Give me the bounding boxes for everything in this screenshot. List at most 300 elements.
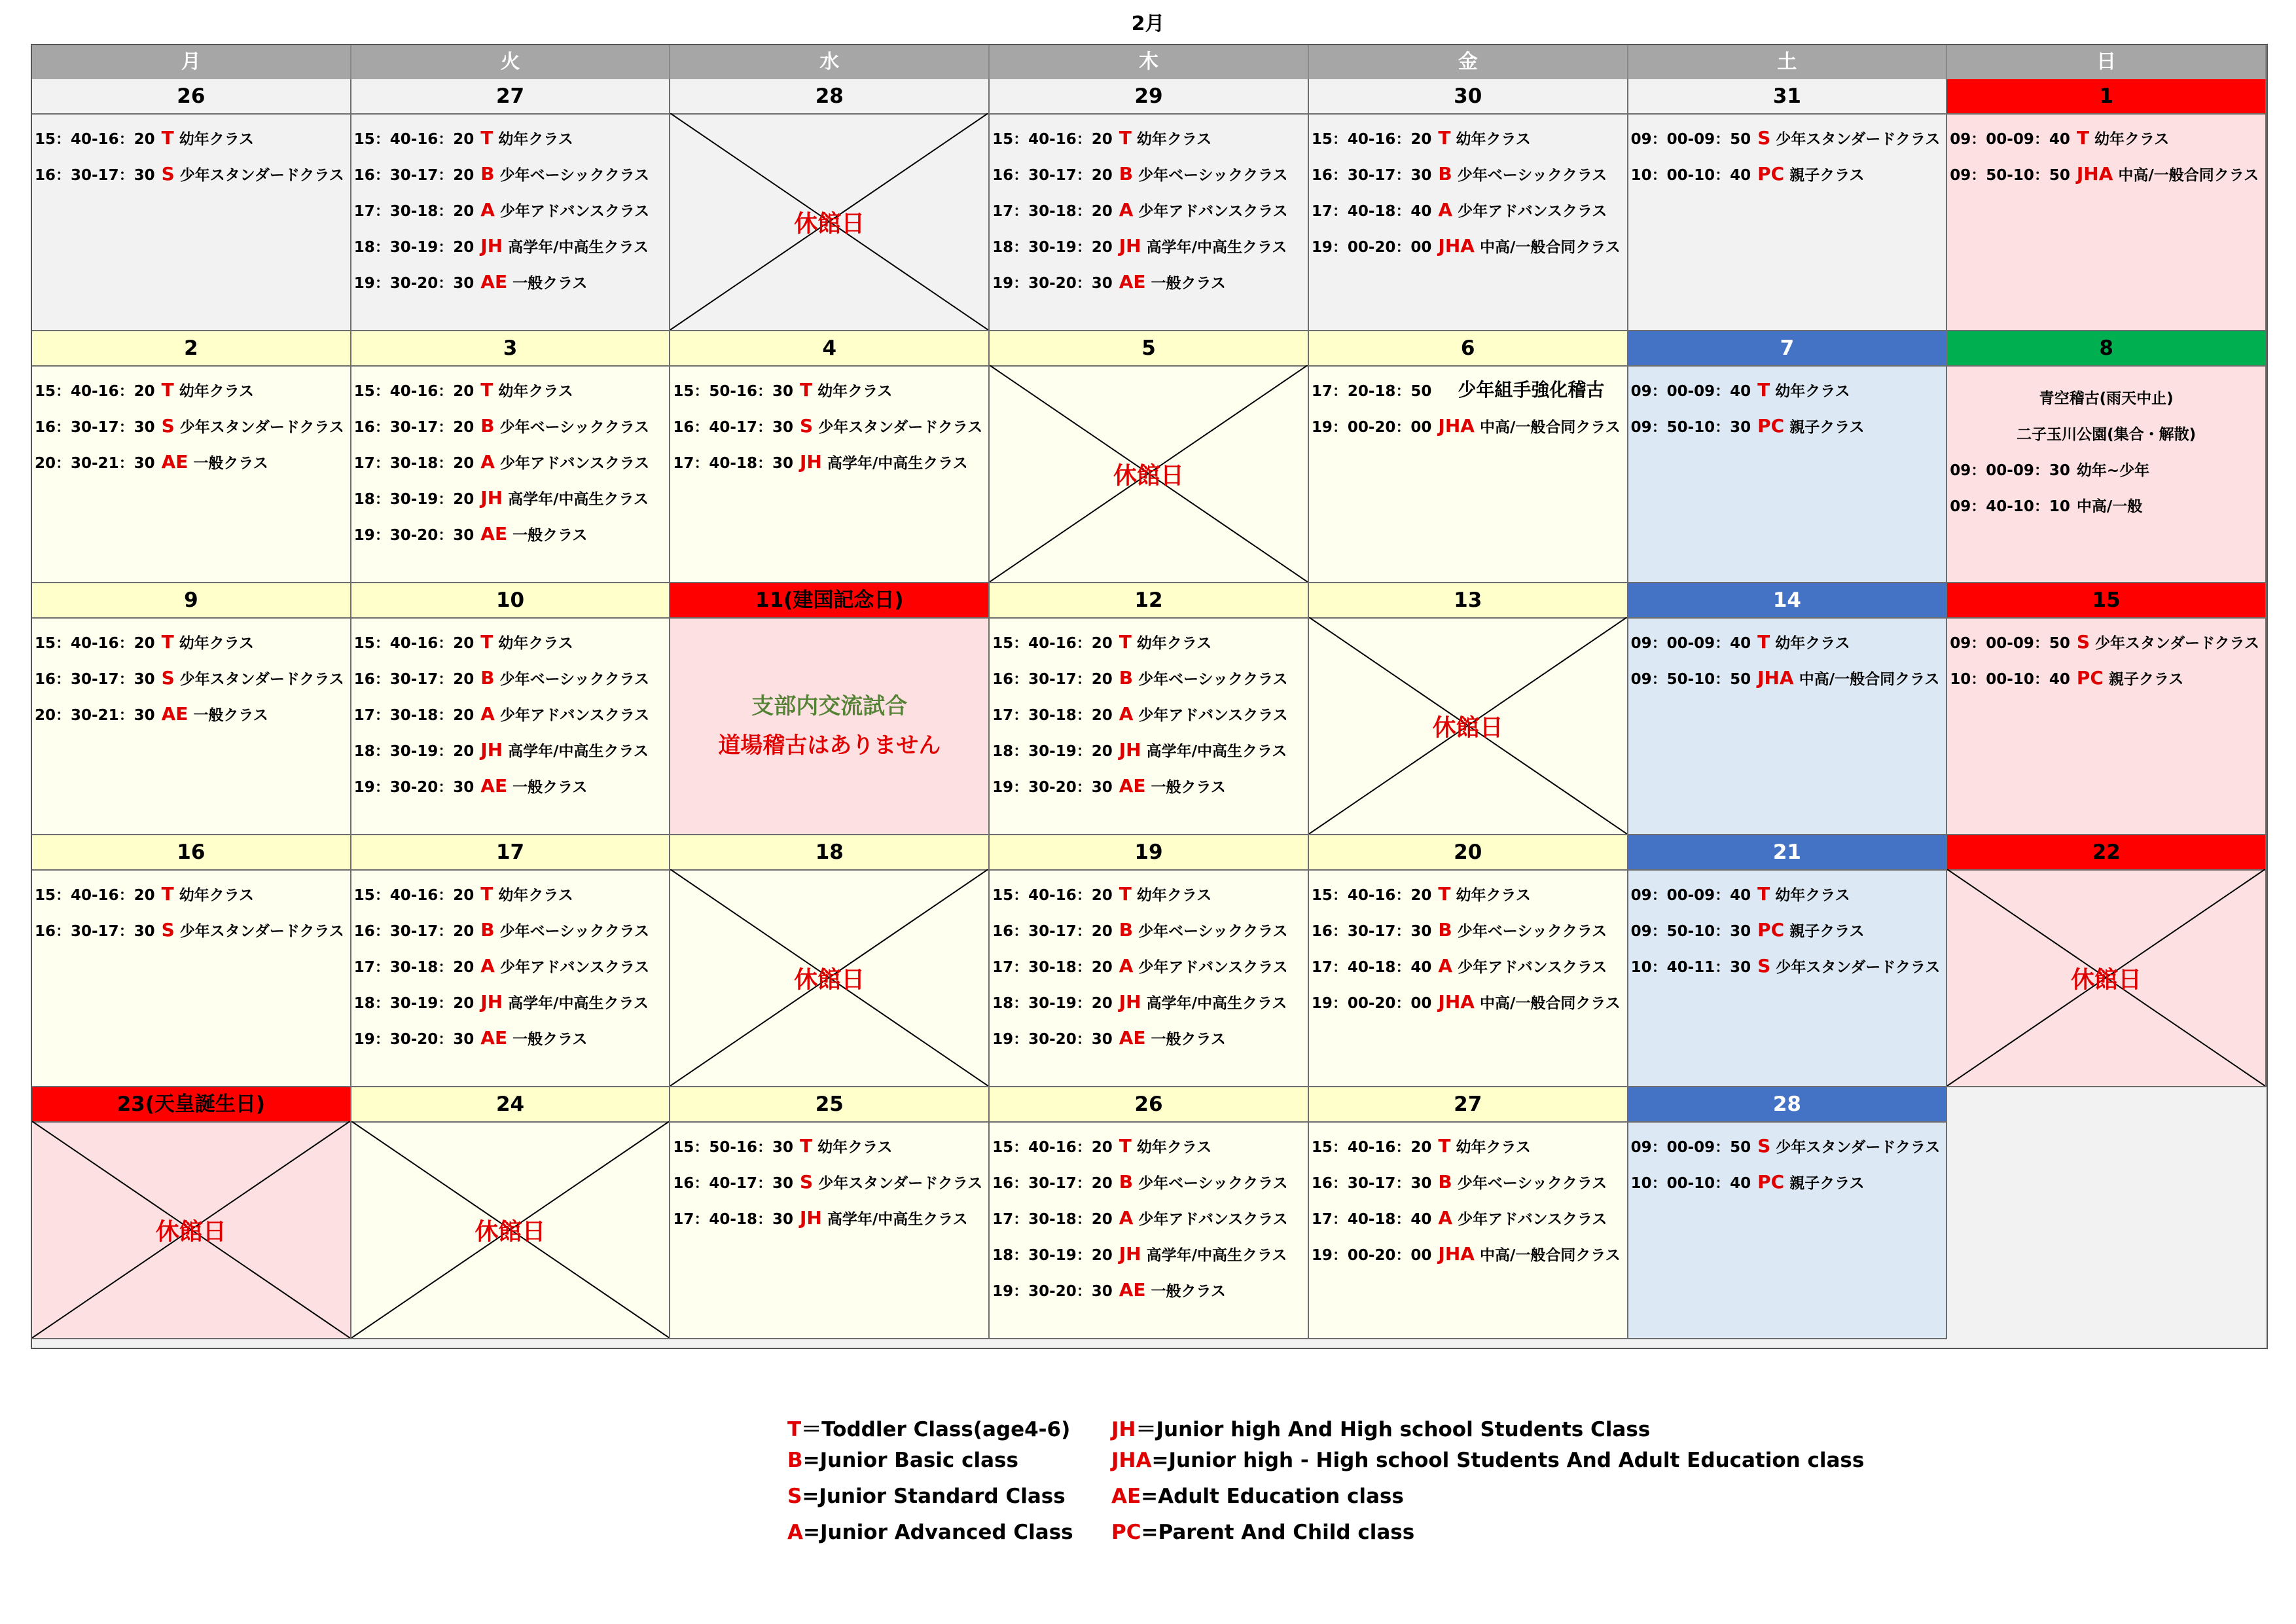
class-name: 少年スタンダードクラス (179, 671, 344, 688)
schedule-entry (1312, 912, 1627, 948)
closed-label: 休館日 (794, 210, 865, 237)
schedule-list (1628, 115, 1946, 192)
class-code: B (480, 415, 495, 437)
schedule-list (32, 619, 350, 732)
class-name: 高学年/中高生クラス (827, 455, 968, 472)
class-name: 少年スタンダードクラス (1776, 1139, 1941, 1156)
class-time: 16：30-17：30 (35, 923, 155, 940)
class-code: B (480, 667, 495, 689)
schedule-list (670, 1123, 988, 1236)
day-cell (1947, 79, 2267, 331)
class-name: 少年アドバンスクラス (1458, 203, 1607, 220)
schedule-list (32, 871, 350, 948)
class-code: AE (161, 703, 188, 725)
class-code: S (800, 415, 814, 437)
schedule-entry (992, 660, 1308, 696)
event-header (1947, 367, 2265, 453)
class-time: 18：30-19：20 (992, 239, 1113, 256)
weekday-header: 日 (1947, 45, 2267, 79)
schedule-entry (1631, 408, 1946, 444)
day-number: 28 (670, 79, 988, 115)
class-code: T (1438, 883, 1451, 905)
day-cell (990, 835, 1309, 1087)
schedule-entry (354, 912, 670, 948)
class-code: T (161, 631, 174, 653)
day-number: 8 (1947, 331, 2265, 367)
class-code: B (1438, 163, 1452, 185)
day-number: 13 (1309, 583, 1627, 619)
class-code: T (800, 1135, 813, 1157)
class-time: 17：40-18：40 (1311, 203, 1432, 220)
schedule-entry (354, 732, 670, 768)
class-name: 中高/一般合同クラス (1479, 419, 1621, 436)
class-name: 少年ベーシッククラス (1138, 1175, 1288, 1192)
day-cell (1947, 583, 2267, 835)
class-time: 18：30-19：20 (353, 743, 475, 760)
schedule-entry (1312, 192, 1627, 228)
class-name: 幼年クラス (498, 635, 573, 652)
schedule-entry (673, 1128, 988, 1164)
class-time: 19：30-20：30 (353, 779, 475, 796)
class-name: 高学年/中高生クラス (508, 743, 649, 760)
day-number: 27 (351, 79, 670, 115)
schedule-list (32, 367, 350, 480)
schedule-list (1309, 115, 1627, 264)
legend-code: JH (1111, 1418, 1136, 1441)
class-time: 19：30-20：30 (992, 275, 1113, 292)
schedule-entry (1312, 228, 1627, 264)
class-name: 少年ベーシッククラス (1457, 167, 1607, 184)
day-cell (1309, 1087, 1628, 1339)
class-code: S (161, 415, 175, 437)
class-time: 16：30-17：20 (992, 671, 1113, 688)
class-name: 高学年/中高生クラス (827, 1211, 968, 1228)
schedule-entry (1631, 156, 1946, 192)
schedule-list (990, 619, 1308, 804)
schedule-entry (673, 372, 988, 408)
schedule-entry (354, 660, 670, 696)
legend-code: S (787, 1485, 802, 1508)
weekday-header: 火 (351, 45, 671, 79)
class-name: 幼年クラス (1456, 1139, 1531, 1156)
class-code: T (1757, 631, 1770, 653)
class-name: 幼年クラス (1775, 383, 1850, 400)
schedule-entry (992, 1020, 1308, 1056)
class-time: 09：00-09：50 (1630, 131, 1751, 148)
weekday-header: 水 (670, 45, 990, 79)
class-time: 18：30-19：20 (353, 239, 475, 256)
class-name: 少年スタンダードクラス (179, 923, 344, 940)
class-time: 15：40-16：20 (353, 887, 475, 904)
schedule-entry (992, 768, 1308, 804)
day-cell (1628, 79, 1948, 331)
legend-item (1111, 1521, 1414, 1544)
schedule-list (1309, 367, 1627, 444)
class-code: JH (800, 1207, 822, 1229)
class-name: 一般クラス (1151, 1283, 1226, 1300)
class-code: AE (161, 451, 188, 473)
day-number: 21 (1628, 835, 1946, 871)
class-code: JHA (1438, 235, 1475, 257)
class-time: 17：30-18：20 (992, 707, 1113, 724)
class-time: 16：30-17：30 (35, 419, 155, 436)
class-code: JH (1119, 739, 1141, 761)
schedule-entry (992, 1128, 1308, 1164)
class-name: 一般クラス (193, 707, 268, 724)
schedule-list (351, 367, 670, 552)
class-time: 17：40-18：40 (1311, 1211, 1432, 1228)
class-code: AE (1119, 775, 1146, 797)
weekday-header: 木 (990, 45, 1309, 79)
class-time: 17：30-18：20 (353, 455, 475, 472)
schedule-entry (992, 624, 1308, 660)
class-name: 少年組手強化稽古 (1458, 379, 1605, 401)
schedule-entry (1950, 489, 2265, 525)
schedule-entry (1950, 156, 2265, 192)
day-cell (1947, 331, 2267, 583)
class-code: B (1119, 163, 1134, 185)
legend-text: =Junior high - High school Students And Adult Education class (1151, 1449, 1865, 1472)
class-code: B (1119, 919, 1134, 941)
class-name: 幼年クラス (179, 131, 255, 148)
class-time: 15：40-16：20 (1311, 887, 1432, 904)
schedule-entry (992, 120, 1308, 156)
class-code: T (480, 379, 493, 401)
schedule-list (1628, 367, 1946, 444)
class-time: 09：00-09：40 (1630, 383, 1751, 400)
class-name: 幼年クラス (2094, 131, 2170, 148)
day-number: 6 (1309, 331, 1627, 367)
class-name: 幼年クラス (1456, 887, 1531, 904)
class-time: 09：50-10：30 (1630, 923, 1751, 940)
class-time: 19：00-20：00 (1311, 419, 1432, 436)
legend-text: =Parent And Child class (1141, 1521, 1415, 1544)
class-code: JHA (1438, 991, 1475, 1013)
schedule-entry (992, 1272, 1308, 1308)
class-name: 高学年/中高生クラス (1146, 743, 1287, 760)
schedule-entry (1312, 156, 1627, 192)
day-cell (670, 79, 990, 331)
class-code: S (161, 163, 175, 185)
class-time: 18：30-19：20 (353, 995, 475, 1012)
schedule-entry (354, 948, 670, 984)
class-time: 18：30-19：20 (992, 995, 1113, 1012)
class-code: PC (1757, 919, 1785, 941)
class-name: 親子クラス (1789, 923, 1865, 940)
class-code: T (1119, 631, 1132, 653)
class-time: 15：40-16：20 (35, 887, 155, 904)
class-code: AE (1119, 271, 1146, 293)
class-name: 少年スタンダードクラス (179, 419, 344, 436)
day-cell (670, 835, 990, 1087)
schedule-entry (354, 372, 670, 408)
class-name: 少年アドバンスクラス (1138, 1211, 1288, 1228)
class-code: T (161, 127, 174, 149)
class-time: 17：30-18：20 (992, 1211, 1113, 1228)
schedule-entry (1631, 1128, 1946, 1164)
class-time: 09：40-10：10 (1950, 498, 2070, 515)
class-name: 少年アドバンスクラス (499, 959, 650, 976)
class-name: 高学年/中高生クラス (1146, 1247, 1287, 1264)
class-time: 19：30-20：30 (992, 779, 1113, 796)
class-name: 少年スタンダードクラス (1776, 131, 1941, 148)
day-cell (32, 79, 351, 331)
class-name: 少年スタンダードクラス (1776, 959, 1941, 976)
schedule-entry (354, 1020, 670, 1056)
class-time: 15：40-16：20 (35, 131, 155, 148)
day-number: 24 (351, 1087, 670, 1123)
schedule-entry (1312, 1164, 1627, 1200)
day-cell (1309, 79, 1628, 331)
day-cell (351, 331, 671, 583)
schedule-entry (992, 912, 1308, 948)
schedule-entry (35, 408, 350, 444)
schedule-entry (992, 192, 1308, 228)
schedule-entry (1631, 660, 1946, 696)
class-time: 15：40-16：20 (1311, 131, 1432, 148)
day-cell (32, 1087, 351, 1339)
day-number: 12 (990, 583, 1308, 619)
class-time: 16：40-17：30 (673, 1175, 793, 1192)
day-cell (351, 583, 671, 835)
class-code: JH (1119, 1243, 1141, 1265)
calendar-grid (31, 44, 2268, 1349)
class-time: 17：30-18：20 (992, 203, 1113, 220)
day-number: 19 (990, 835, 1308, 871)
class-name: 高学年/中高生クラス (508, 239, 649, 256)
schedule-list (1947, 453, 2265, 525)
day-number: 29 (990, 79, 1308, 115)
class-name: 幼年クラス (1456, 131, 1531, 148)
class-name: 一般クラス (1151, 1031, 1226, 1048)
day-cell (32, 835, 351, 1087)
schedule-entry (1312, 120, 1627, 156)
class-time: 16：30-17：20 (992, 923, 1113, 940)
class-code: B (1438, 1171, 1452, 1193)
class-name: 少年アドバンスクラス (1458, 959, 1607, 976)
class-code: T (2076, 127, 2089, 149)
class-time: 16：30-17：30 (35, 167, 155, 184)
schedule-entry (354, 444, 670, 480)
class-name: 親子クラス (2108, 671, 2184, 688)
class-time: 15：40-16：20 (992, 131, 1113, 148)
class-code: A (1119, 199, 1134, 221)
day-number: 7 (1628, 331, 1946, 367)
class-name: 少年アドバンスクラス (1138, 203, 1288, 220)
schedule-entry (35, 876, 350, 912)
closed-day-mark (990, 365, 1308, 582)
class-code: JH (480, 739, 503, 761)
class-code: JH (1119, 991, 1141, 1013)
schedule-entry (1631, 372, 1946, 408)
class-time: 16：30-17：30 (1311, 167, 1432, 184)
class-time: 19：00-20：00 (1311, 1247, 1432, 1264)
closed-label: 休館日 (1113, 462, 1184, 489)
class-name: 幼年クラス (817, 1139, 893, 1156)
class-name: 親子クラス (1789, 1175, 1865, 1192)
class-time: 17：30-18：20 (992, 959, 1113, 976)
schedule-entry (1312, 1236, 1627, 1272)
class-code: AE (1119, 1279, 1146, 1301)
schedule-entry (354, 264, 670, 300)
event-line: 道場稽古はありません (718, 732, 941, 759)
class-name: 幼年クラス (1775, 887, 1850, 904)
schedule-list (351, 115, 670, 300)
class-time: 20：30-21：30 (35, 707, 155, 724)
schedule-entry (1312, 948, 1627, 984)
class-name: 幼年クラス (498, 887, 573, 904)
day-number: 15 (1947, 583, 2265, 619)
schedule-entry (354, 156, 670, 192)
legend-item (1111, 1413, 1650, 1442)
class-code: T (161, 883, 174, 905)
day-number: 3 (351, 331, 670, 367)
schedule-entry (1312, 1200, 1627, 1236)
class-time: 17：30-18：20 (353, 959, 475, 976)
class-name: 幼年クラス (817, 383, 893, 400)
day-cell (990, 331, 1309, 583)
class-name: 少年アドバンスクラス (1138, 707, 1288, 724)
day-cell (1947, 835, 2267, 1087)
class-time: 16：30-17：30 (1311, 1175, 1432, 1192)
class-code: T (1119, 127, 1132, 149)
schedule-entry (35, 444, 350, 480)
class-name: 少年スタンダードクラス (818, 419, 983, 436)
class-name: 中高/一般 (2076, 498, 2143, 515)
class-code: AE (1119, 1027, 1146, 1049)
month-title: 2月 (1131, 12, 1165, 35)
day-number: 17 (351, 835, 670, 871)
schedule-entry (354, 696, 670, 732)
schedule-entry (354, 624, 670, 660)
legend-text: =Junior Advanced Class (803, 1521, 1073, 1544)
class-code: T (1757, 883, 1770, 905)
class-name: 親子クラス (1789, 167, 1865, 184)
schedule-entry (673, 444, 988, 480)
class-time: 17：30-18：20 (353, 707, 475, 724)
class-time: 20：30-21：30 (35, 455, 155, 472)
class-time: 09：00-09：40 (1630, 887, 1751, 904)
schedule-entry (35, 660, 350, 696)
class-code: T (480, 631, 493, 653)
day-cell (1628, 1087, 1948, 1339)
day-cell (670, 331, 990, 583)
schedule-entry (354, 516, 670, 552)
legend-code: A (787, 1521, 803, 1544)
class-name: 高学年/中高生クラス (508, 995, 649, 1012)
schedule-entry (992, 228, 1308, 264)
class-time: 09：50-10：50 (1630, 671, 1751, 688)
class-name: 少年アドバンスクラス (1138, 959, 1288, 976)
closed-day-mark (670, 869, 988, 1086)
schedule-entry (354, 192, 670, 228)
day-number: 25 (670, 1087, 988, 1123)
day-cell (1309, 583, 1628, 835)
schedule-list (1309, 1123, 1627, 1272)
schedule-entry (992, 984, 1308, 1020)
class-time: 17：20-18：50 (1311, 383, 1432, 400)
class-name: 一般クラス (512, 1031, 588, 1048)
legend-code: T (787, 1418, 802, 1441)
closed-day-mark (670, 113, 988, 330)
class-code: AE (480, 523, 508, 545)
legend-code: AE (1111, 1485, 1141, 1508)
class-name: 幼年~少年 (2076, 462, 2150, 479)
class-name: 少年ベーシッククラス (1138, 923, 1288, 940)
class-code: AE (480, 271, 508, 293)
class-time: 15：40-16：20 (35, 383, 155, 400)
class-code: A (1119, 955, 1134, 977)
class-name: 少年アドバンスクラス (499, 203, 650, 220)
class-name: 幼年クラス (498, 131, 573, 148)
day-cell (670, 1087, 990, 1339)
class-name: 一般クラス (1151, 275, 1226, 292)
schedule-entry (673, 408, 988, 444)
day-number: 28 (1628, 1087, 1946, 1123)
class-name: 高学年/中高生クラス (508, 491, 649, 508)
class-code: T (480, 127, 493, 149)
legend-item (1111, 1449, 1864, 1472)
class-time: 19：30-20：30 (992, 1031, 1113, 1048)
class-name: 幼年クラス (179, 383, 255, 400)
day-number: 10 (351, 583, 670, 619)
class-code: S (161, 667, 175, 689)
class-code: B (1119, 1171, 1134, 1193)
schedule-entry (1631, 1164, 1946, 1200)
day-number: 20 (1309, 835, 1627, 871)
class-time: 18：30-19：20 (353, 491, 475, 508)
class-code: T (1438, 127, 1451, 149)
legend-text: ＝Junior high And High school Students Class (1136, 1418, 1651, 1441)
closed-label: 休館日 (1432, 714, 1503, 741)
schedule-entry (992, 696, 1308, 732)
class-time: 19：30-20：30 (353, 275, 475, 292)
class-time: 16：30-17：30 (35, 671, 155, 688)
class-code: B (480, 163, 495, 185)
event-line: 支部内交流試合 (751, 693, 908, 719)
schedule-entry (35, 372, 350, 408)
closed-day-mark (1309, 617, 1627, 834)
class-time: 15：40-16：20 (353, 635, 475, 652)
class-name: 一般クラス (512, 527, 588, 544)
class-time: 09：50-10：30 (1630, 419, 1751, 436)
schedule-entry (992, 948, 1308, 984)
class-name: 親子クラス (1789, 419, 1865, 436)
schedule-entry (1312, 408, 1627, 444)
class-name: 少年アドバンスクラス (499, 707, 650, 724)
class-time: 09：00-09：40 (1950, 131, 2070, 148)
day-number: 31 (1628, 79, 1946, 115)
legend-item (787, 1521, 1073, 1544)
class-time: 16：30-17：20 (992, 167, 1113, 184)
schedule-entry (1950, 120, 2265, 156)
schedule-entry (673, 1200, 988, 1236)
class-time: 16：40-17：30 (673, 419, 793, 436)
schedule-entry (992, 876, 1308, 912)
class-time: 15：50-16：30 (673, 1139, 793, 1156)
schedule-entry (992, 1236, 1308, 1272)
day-cell (1309, 331, 1628, 583)
class-time: 10：00-10：40 (1630, 1175, 1751, 1192)
class-time: 15：40-16：20 (992, 1139, 1113, 1156)
class-code: A (1119, 1207, 1134, 1229)
class-code: PC (1757, 415, 1785, 437)
class-code: AE (480, 1027, 508, 1049)
class-code: B (480, 919, 495, 941)
class-time: 18：30-19：20 (992, 1247, 1113, 1264)
class-time: 17：30-18：20 (353, 203, 475, 220)
class-time: 10：40-11：30 (1630, 959, 1751, 976)
